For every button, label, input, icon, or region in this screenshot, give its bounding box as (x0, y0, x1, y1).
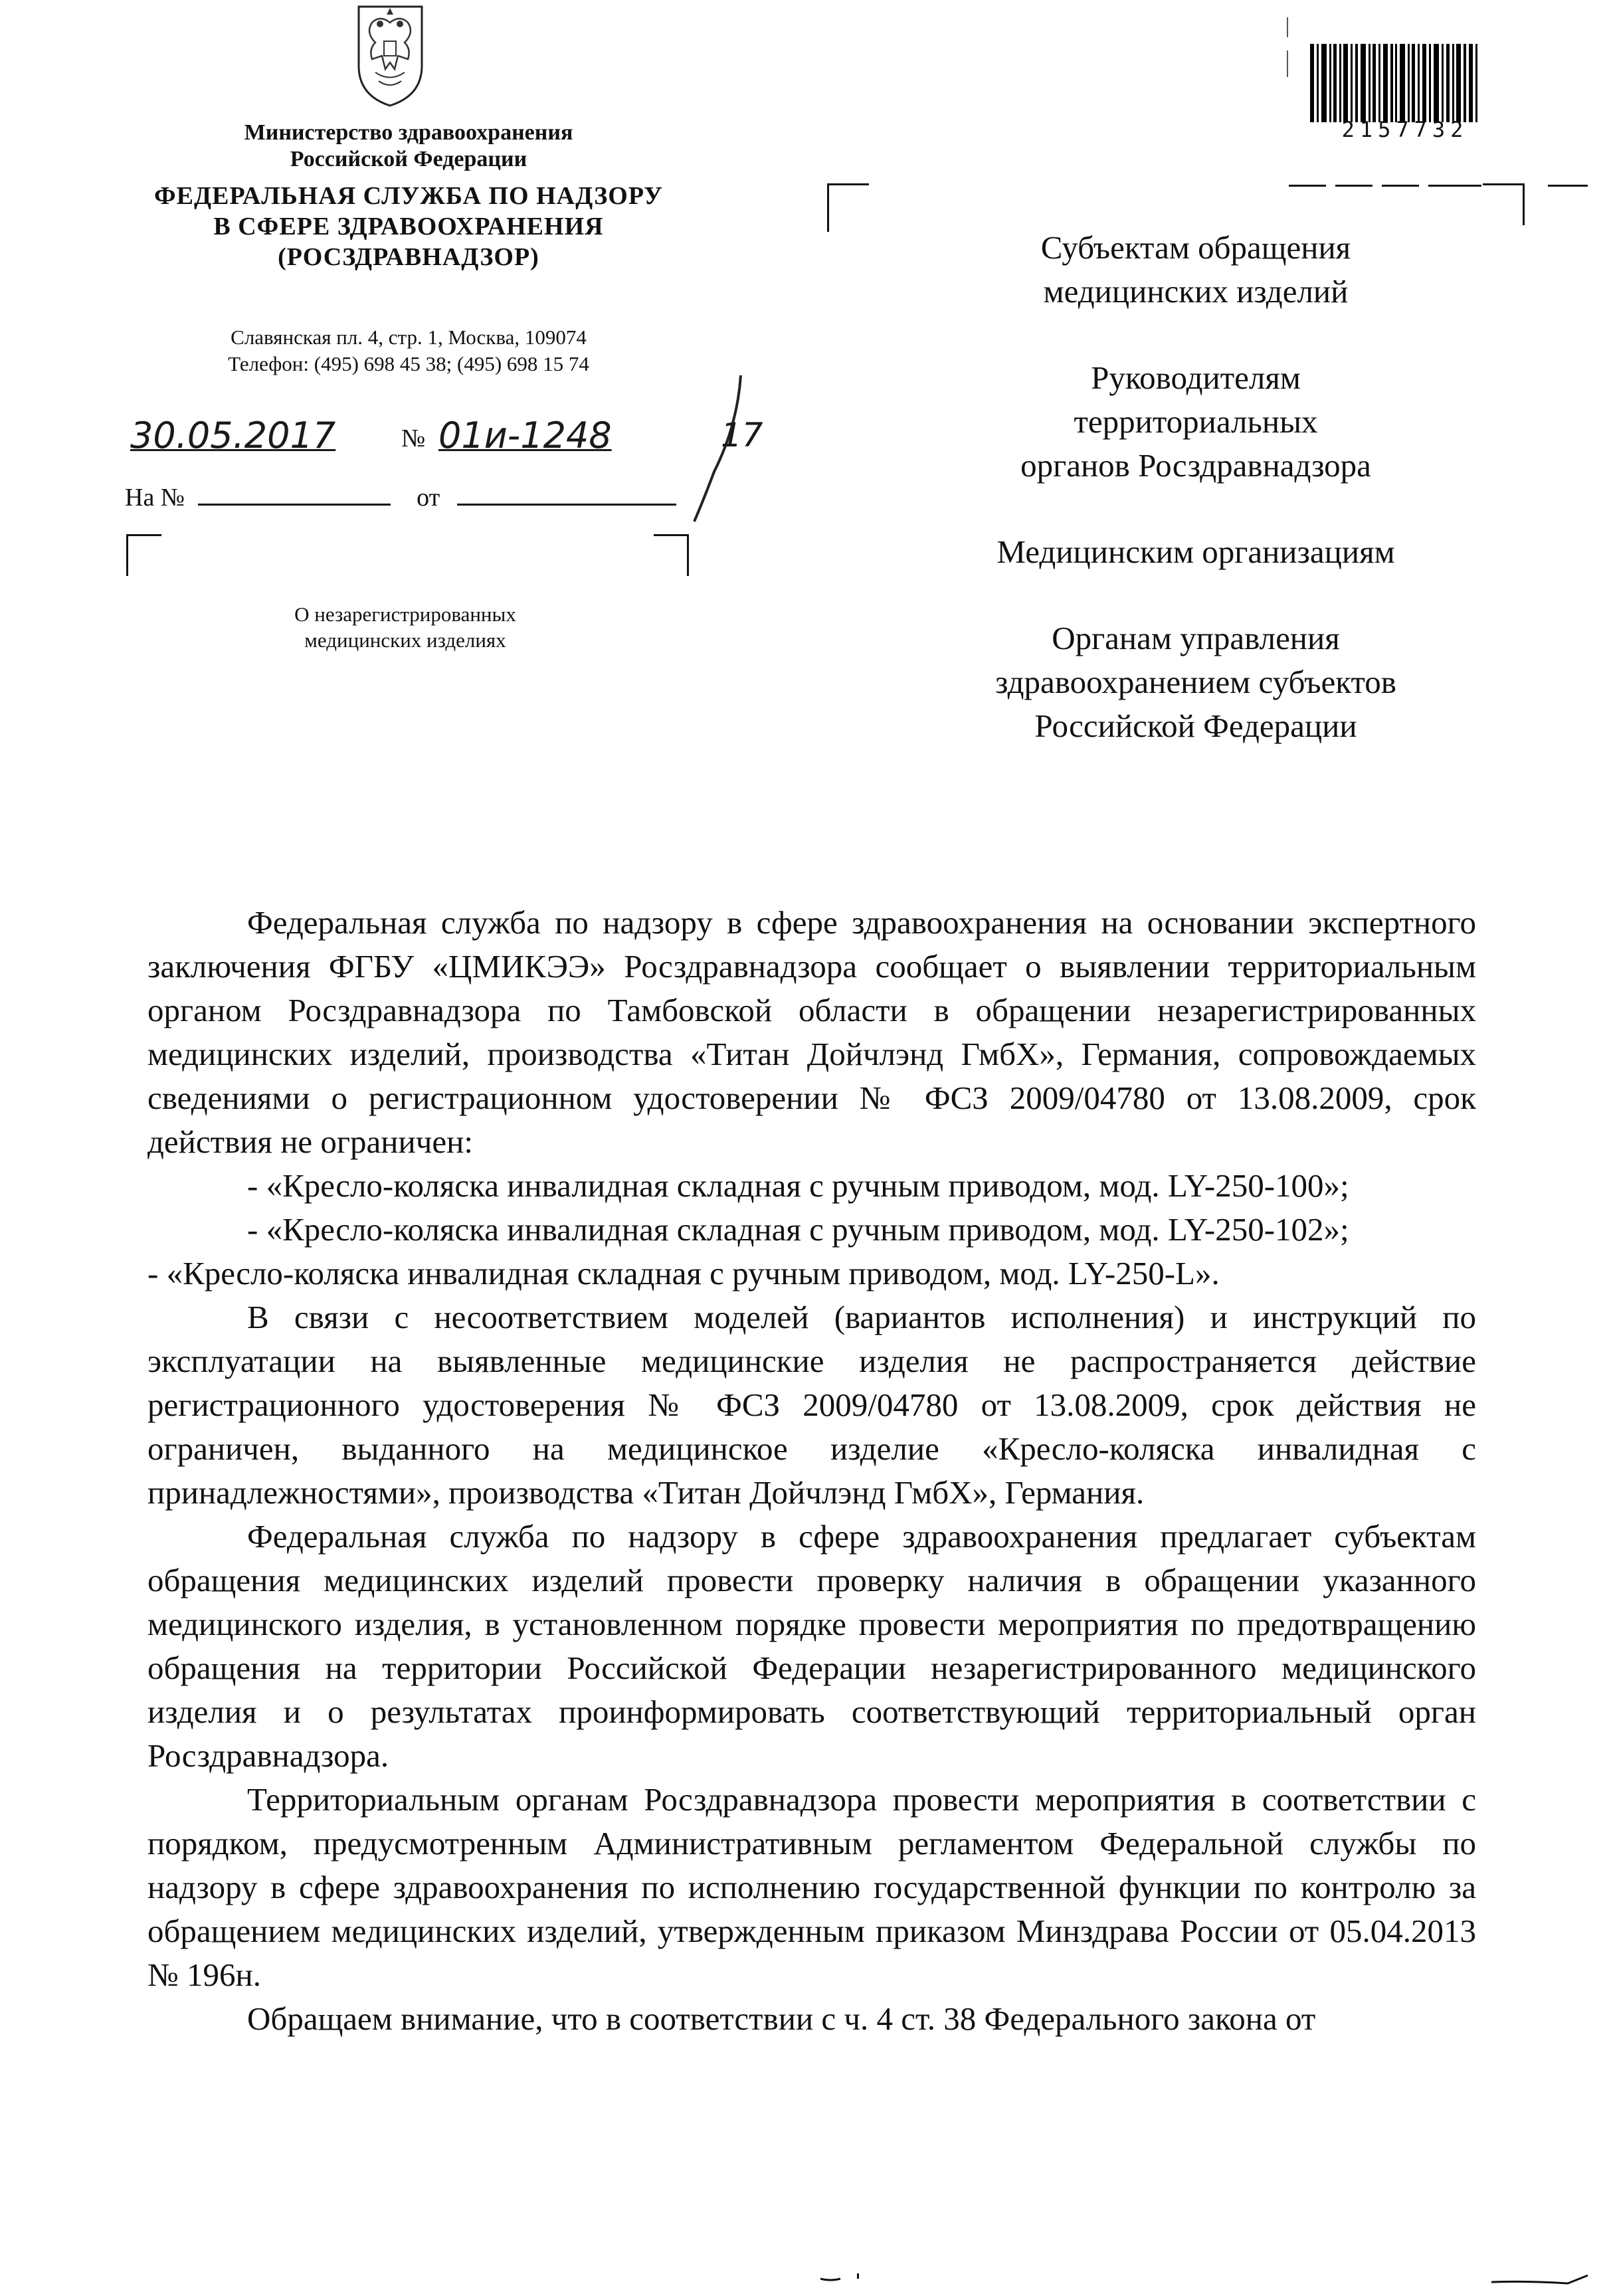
body-paragraph-3: Федеральная служба по надзору в сфере здравоохранения предлагает субъектам обращения медицинских изделий провести проверку наличия в обращении указанного медицинского изделия, в установленном порядке провести мероприятия по предотвращению обращения на территории Российской Федерации незарегистрированного медицинского изделия и о результатах проинформировать соответствующий территориальный орган Росздравнадзора. (147, 1518, 1476, 1774)
body-paragraph-1: Федеральная служба по надзору в сфере здравоохранения на основании экспертного заключения ФГБУ «ЦМИКЭЭ» Росздравнадзора сообщает о выявлении территориальным органом Росздравнадзора по Тамбовской области в обращении незарегистрированных медицинских изделий, производства «Титан Дойчлэнд ГмбХ», Германия, сопровождаемых сведениями о регистрационном удостоверении № ФСЗ 2009/04780 от 13.08.2009, срок действия не ограничен: (147, 904, 1476, 1160)
recipient-item: Руководителям территориальных органов Росздравнадзора (1020, 359, 1371, 484)
address-corner-left (827, 183, 869, 232)
body-list-item-3: - «Кресло-коляска инвалидная складная с ручным приводом, мод. LY-250-L». (147, 1255, 1220, 1292)
subject-corner-left (126, 534, 161, 576)
ministry-name (120, 120, 698, 173)
barcode-number: 2157732 (1341, 117, 1469, 142)
ministry-line-2: Российской Федерации (290, 147, 527, 171)
recipient-item: Медицинским организациям (996, 533, 1395, 570)
registration-year-suffix: 17 (721, 416, 763, 454)
address-rule-segment (1428, 185, 1481, 187)
service-line-2: В СФЕРЕ ЗДРАВООХРАНЕНИЯ (213, 213, 604, 240)
recipients-block (903, 226, 1488, 791)
address-block (120, 324, 698, 377)
service-line-3: (РОСЗДРАВНАДЗОР) (278, 243, 539, 271)
reference-date-label: от (417, 484, 440, 512)
page-mark-corner (1488, 2262, 1601, 2289)
address-rule-segment (1289, 185, 1326, 187)
subject-corner-right (654, 534, 689, 576)
subject-line-1: О незарегистрированных (294, 603, 516, 626)
body-paragraph-2: В связи с несоответствием моделей (вариантов исполнения) и инструкций по эксплуатации на выявленные медицинские изделия не распространяется действие регистрационного удостоверения № ФСЗ 2009/04780 от 13.08.2009, срок действия не ограничен, выданного на медицинское изделие «Кресло-коляска инвалидная с принадлежностями», производства «Титан Дойчлэнд ГмбХ», Германия. (147, 1299, 1476, 1511)
address-rule-segment (1335, 185, 1372, 187)
address-rule-segment (1548, 185, 1588, 187)
recipient-item: Органам управления здравоохранением субъектов Российской Федерации (995, 620, 1396, 744)
phone-line: Телефон: (495) 698 45 38; (495) 698 15 74 (228, 352, 589, 375)
subject-line-2: медицинских изделиях (304, 628, 506, 652)
address-line: Славянская пл. 4, стр. 1, Москва, 109074 (231, 326, 587, 349)
ministry-line-1: Министерство здравоохранения (244, 120, 573, 145)
reference-date-blank (457, 498, 676, 506)
body-paragraph-5: Обращаем внимание, что в соответствии с ч. 4 ст. 38 Федерального закона от (247, 2000, 1316, 2037)
body-paragraph-4: Территориальным органам Росздравнадзора провести мероприятия в соответствии с порядком, предусмотренным Административным регламентом Федеральной службы по надзору в сфере здравоохранения по исполнению государственной функции по контролю за обращением медицинских изделий, утвержденным приказом Минздрава России от 05.04.2013 № 196н. (147, 1781, 1476, 1993)
registration-number: 01и-1248 (438, 415, 612, 456)
page-mark-mid (817, 2271, 870, 2291)
letter-body (147, 901, 1476, 2041)
registration-number-label: № (401, 425, 426, 452)
address-rule-segment (1382, 185, 1419, 187)
registration-date: 30.05.2017 (130, 415, 336, 456)
body-list-item-1: - «Кресло-коляска инвалидная складная с ручным приводом, мод. LY-250-100»; (247, 1167, 1349, 1204)
service-name (106, 181, 711, 272)
address-corner-right (1483, 183, 1525, 225)
letter-subject (219, 601, 591, 653)
body-list-item-2: - «Кресло-коляска инвалидная складная с ручным приводом, мод. LY-250-102»; (247, 1211, 1349, 1248)
reference-number-blank (198, 498, 391, 506)
barcode (1283, 11, 1491, 124)
coat-of-arms-emblem (345, 3, 435, 109)
service-line-1: ФЕДЕРАЛЬНАЯ СЛУЖБА ПО НАДЗОРУ (154, 182, 663, 210)
reference-line (125, 483, 676, 512)
recipient-item: Субъектам обращения медицинских изделий (1040, 229, 1351, 310)
reference-number-label: На № (125, 484, 185, 512)
